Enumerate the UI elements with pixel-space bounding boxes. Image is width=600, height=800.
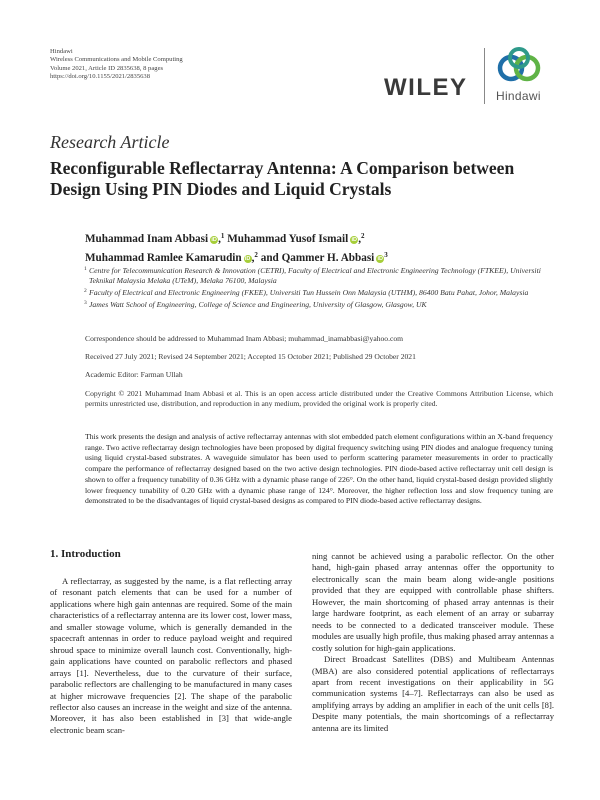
correspondence-note: Correspondence should be addressed to Muhammad Inam Abbasi; muhammad_inamabbasi@yahoo.com xyxy=(85,334,404,343)
journal-doi[interactable]: https://doi.org/10.1155/2021/2835638 xyxy=(50,73,151,81)
journal-publisher: Hindawi xyxy=(50,48,73,55)
academic-editor: Academic Editor: Farman Ullah xyxy=(85,370,183,379)
journal-header xyxy=(50,48,350,82)
author-affiliation-mark: 3 xyxy=(384,251,388,259)
affiliation-item xyxy=(85,266,555,286)
body-paragraph: Direct Broadcast Satellites (DBS) and Multibeam Antennas (MBA) are also considered potential applications of reflectarrays apart from recent investigations on their applicability in 5G communication systems [4–7]. Reflectarrays can also be used as amplifying arrays by adding an amplifier in each of the unit cells [8]. Despite many potentials, the main shortcomings of a reflectarray antenna are its limited xyxy=(312,654,554,733)
author-conjunction: and xyxy=(260,252,279,264)
affiliation-item xyxy=(85,300,555,310)
body-column-left xyxy=(50,576,292,736)
author-name[interactable]: Qammer H. Abbasi xyxy=(281,252,375,264)
body-column-right xyxy=(312,551,554,734)
affiliation-number: 1 xyxy=(84,266,87,272)
publisher-logos xyxy=(384,44,554,106)
affiliation-item xyxy=(85,288,555,298)
logo-divider xyxy=(484,48,485,104)
section-heading: 1. Introduction xyxy=(50,548,121,560)
wiley-logo: WILEY xyxy=(384,74,468,101)
affiliation-number: 3 xyxy=(84,300,87,306)
affiliation-number: 2 xyxy=(84,288,87,294)
orcid-icon[interactable]: iD xyxy=(244,256,251,262)
affiliation-text: James Watt School of Engineering, College of Science and Engineering, University of Glasgow, Glasgow, UK xyxy=(89,300,427,309)
body-paragraph: ning cannot be achieved using a parabolic reflector. On the other hand, high-gain phased array antennas offer the opportunity to electronically scan the main beam along wide-angle positions provided that they are equipped with controllable phase shifters. However, the main shortcoming of phased array antennas is their large hardware footprint, as each element of an array or subarray needs to be connected to a dedicated transceiver module. These modules are usually high profile, thus making phased array antennas a costly solution for high-gain applications. xyxy=(312,551,554,653)
author-name[interactable]: Muhammad Ramlee Kamarudin xyxy=(85,252,242,264)
author-affiliation-mark: 1 xyxy=(220,232,225,240)
hindawi-wordmark: Hindawi xyxy=(496,89,541,103)
affiliation-text: Centre for Telecommunication Research & Innovation (CETRI), Faculty of Electrical and Electronic Engineering Technology (FTKEE), Universiti Teknikal Malaysia Melaka (UTeM), Melaka 76100, Malaysia xyxy=(89,266,541,285)
article-type: Research Article xyxy=(50,132,170,152)
abstract: This work presents the design and analysis of active reflectarray antennas with slot embedded patch element configurations within an X-band frequency range. Two active reflectarray design technologies have been proposed by digital frequency switching using PIN diodes and analogue frequency tuning using liquid crystal-based substrates. A waveguide simulator has been used to perform scattering parameter measurements in order to practically compare the performance of reflectarray designed based on the two active design technologies. PIN diode-based active reflectarray unit cell design is shown to offer a frequency tunability of 0.36 GHz with a dynamic phase range of 226°. On the other hand, liquid crystal-based design provided slightly lower frequency tunability of 0.20 GHz with a dynamic phase range of 124°. Moreover, the higher reflection loss and slow frequency tuning are demonstrated to be the disadvantages of liquid crystal-based designs as compared to PIN diode-based active reflectarray designs. xyxy=(85,432,553,506)
copyright-notice: Copyright © 2021 Muhammad Inam Abbasi et al. This is an open access article distributed under the Creative Commons Attribution License, which permits unrestricted use, distribution, and reproduction in any medium, provided the original work is properly cited. xyxy=(85,389,553,409)
affiliation-list xyxy=(85,266,555,310)
orcid-icon[interactable]: iD xyxy=(377,256,384,262)
journal-name: Wireless Communications and Mobile Computing xyxy=(50,56,183,64)
author-name[interactable]: Muhammad Yusof Ismail xyxy=(227,233,349,245)
hindawi-logo-icon xyxy=(496,46,542,86)
affiliation-text: Faculty of Electrical and Electronic Engineering (FKEE), Universiti Tun Hussein Onn Malaysia (UTHM), 86400 Batu Pahat, Johor, Malaysia xyxy=(89,288,529,297)
orcid-icon[interactable]: iD xyxy=(211,237,217,243)
journal-volume: Volume 2021, Article ID 2835638, 8 pages xyxy=(50,64,164,72)
author-affiliation-mark: 2 xyxy=(361,232,365,240)
orcid-icon[interactable]: iD xyxy=(351,237,357,243)
author-list: Muhammad Inam Abbasi iD,$^1$ Muhammad Yusof Ismail iD,$^2$ Muhammad Ramlee Kamarudin iD,$^2$ and Qammer H. Abbasi $iD^3$ xyxy=(85,232,388,264)
author-name[interactable]: Muhammad Inam Abbasi xyxy=(85,233,209,245)
article-dates: Received 27 July 2021; Revised 24 September 2021; Accepted 15 October 2021; Published 29 October 2021 xyxy=(85,352,416,361)
author-affiliation-mark: 2 xyxy=(254,251,258,259)
body-paragraph: A reflectarray, as suggested by the name, is a flat reflecting array of resonant patch elements that can be used for a number of applications where high gain antennas are required. Some of the main characteristics of a reflectarray antenna are its lower cost, lower mass, and smaller stowage volume, which is generally demanded in the spacecraft antennas in order to reduce payload weight and required shroud space to minimize overall launch cost. Conventionally, high-gain applications have counted on parabolic reflectors and phased arrays [1]. Nevertheless, due to the curvature of their surface, parabolic reflectors are challenging to be manufactured in many cases at higher microwave frequencies [2]. The shape of the parabolic reflector also causes an increase in the weight and size of the antenna. Moreover, it has also been established in [3] that wide-angle electronic beam scan- xyxy=(50,576,292,735)
paper-title: Reconfigurable Reflectarray Antenna: A Comparison between Design Using PIN Diodes and Liquid Crystals xyxy=(50,158,515,199)
